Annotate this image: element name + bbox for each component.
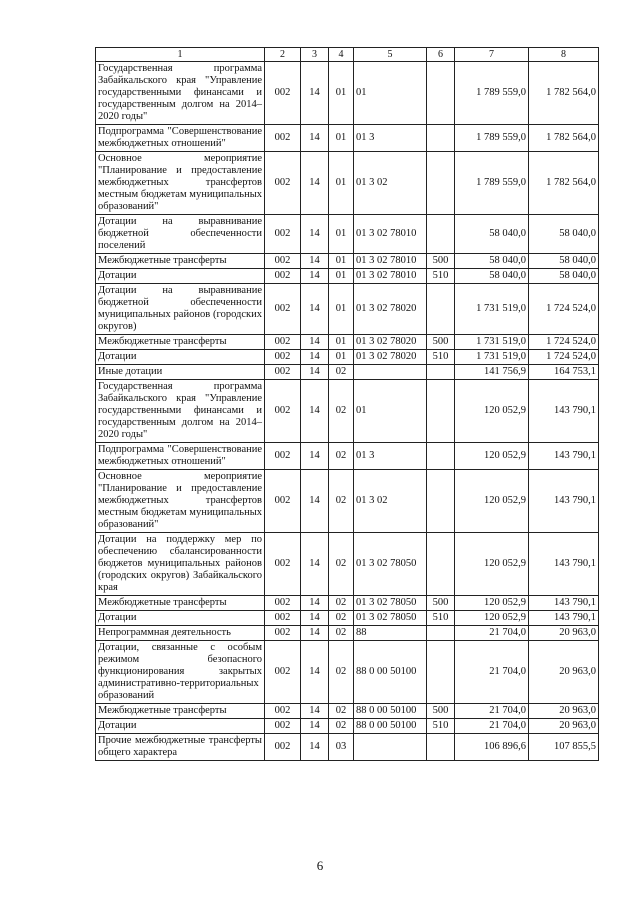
section-cell: 14	[301, 443, 329, 470]
target-article-cell: 88 0 00 50100	[354, 719, 427, 734]
header-cell: 5	[354, 48, 427, 62]
expense-type-cell: 510	[427, 350, 455, 365]
admin-code-cell: 002	[265, 533, 301, 596]
row-name-cell: Основное мероприятие "Планирование и предоставление межбюджетных трансфертов местным бюджетам муниципальных образований"	[96, 470, 265, 533]
row-name-cell: Непрограммная деятельность	[96, 626, 265, 641]
section-cell: 14	[301, 152, 329, 215]
target-article-cell: 01 3 02 78010	[354, 215, 427, 254]
row-name-cell: Прочие межбюджетные трансферты общего характера	[96, 734, 265, 761]
table-row	[96, 269, 599, 284]
admin-code-cell: 002	[265, 335, 301, 350]
admin-code-cell: 002	[265, 152, 301, 215]
expense-type-cell: 500	[427, 704, 455, 719]
section-cell: 14	[301, 269, 329, 284]
table-row	[96, 470, 599, 533]
row-name-cell: Межбюджетные трансферты	[96, 254, 265, 269]
row-name-cell: Дотации	[96, 611, 265, 626]
target-article-cell: 01 3 02 78050	[354, 611, 427, 626]
amount-year1-cell: 120 052,9	[455, 611, 529, 626]
target-article-cell: 88	[354, 626, 427, 641]
target-article-cell: 01	[354, 62, 427, 125]
expense-type-cell: 510	[427, 719, 455, 734]
target-article-cell: 01 3 02	[354, 152, 427, 215]
amount-year2-cell: 20 963,0	[529, 641, 599, 704]
section-cell: 14	[301, 719, 329, 734]
target-article-cell: 88 0 00 50100	[354, 641, 427, 704]
admin-code-cell: 002	[265, 641, 301, 704]
expense-type-cell	[427, 284, 455, 335]
amount-year2-cell: 1 724 524,0	[529, 284, 599, 335]
header-cell: 3	[301, 48, 329, 62]
header-cell: 7	[455, 48, 529, 62]
admin-code-cell: 002	[265, 350, 301, 365]
admin-code-cell: 002	[265, 596, 301, 611]
expense-type-cell: 500	[427, 254, 455, 269]
amount-year1-cell: 1 789 559,0	[455, 125, 529, 152]
row-name-cell: Подпрограмма "Совершенствование межбюджетных отношений"	[96, 443, 265, 470]
row-name-cell: Дотации, связанные с особым режимом безопасного функционирования закрытых административно-территориальных образований	[96, 641, 265, 704]
section-cell: 14	[301, 533, 329, 596]
amount-year1-cell: 58 040,0	[455, 254, 529, 269]
section-cell: 14	[301, 62, 329, 125]
row-name-cell: Иные дотации	[96, 365, 265, 380]
table-row	[96, 533, 599, 596]
amount-year1-cell: 1 789 559,0	[455, 62, 529, 125]
table-row	[96, 611, 599, 626]
expense-type-cell	[427, 62, 455, 125]
section-cell: 14	[301, 284, 329, 335]
table-row	[96, 443, 599, 470]
section-cell: 14	[301, 125, 329, 152]
amount-year2-cell: 20 963,0	[529, 719, 599, 734]
amount-year2-cell: 164 753,1	[529, 365, 599, 380]
admin-code-cell: 002	[265, 269, 301, 284]
row-name-cell: Дотации	[96, 269, 265, 284]
amount-year1-cell: 1 731 519,0	[455, 335, 529, 350]
table-header-row	[96, 48, 599, 62]
row-name-cell: Межбюджетные трансферты	[96, 704, 265, 719]
expense-type-cell: 510	[427, 611, 455, 626]
subsection-cell: 02	[329, 719, 354, 734]
expense-type-cell	[427, 125, 455, 152]
section-cell: 14	[301, 704, 329, 719]
expense-type-cell	[427, 533, 455, 596]
expense-type-cell	[427, 734, 455, 761]
amount-year1-cell: 21 704,0	[455, 626, 529, 641]
table-row	[96, 719, 599, 734]
table-row	[96, 641, 599, 704]
amount-year2-cell: 143 790,1	[529, 596, 599, 611]
target-article-cell: 01 3 02 78050	[354, 596, 427, 611]
admin-code-cell: 002	[265, 62, 301, 125]
row-name-cell: Дотации	[96, 719, 265, 734]
admin-code-cell: 002	[265, 704, 301, 719]
target-article-cell: 88 0 00 50100	[354, 704, 427, 719]
amount-year2-cell: 143 790,1	[529, 470, 599, 533]
amount-year2-cell: 20 963,0	[529, 626, 599, 641]
table-row	[96, 125, 599, 152]
section-cell: 14	[301, 734, 329, 761]
subsection-cell: 01	[329, 350, 354, 365]
admin-code-cell: 002	[265, 470, 301, 533]
row-name-cell: Межбюджетные трансферты	[96, 596, 265, 611]
amount-year1-cell: 21 704,0	[455, 704, 529, 719]
expense-type-cell	[427, 470, 455, 533]
page-number: 6	[316, 858, 324, 873]
amount-year2-cell: 143 790,1	[529, 380, 599, 443]
subsection-cell: 02	[329, 611, 354, 626]
table-row	[96, 215, 599, 254]
row-name-cell: Основное мероприятие "Планирование и предоставление межбюджетных трансфертов местным бюджетам муниципальных образований"	[96, 152, 265, 215]
target-article-cell: 01 3 02 78020	[354, 335, 427, 350]
subsection-cell: 01	[329, 125, 354, 152]
section-cell: 14	[301, 626, 329, 641]
table-row	[96, 704, 599, 719]
section-cell: 14	[301, 596, 329, 611]
amount-year2-cell: 58 040,0	[529, 254, 599, 269]
table-row	[96, 152, 599, 215]
row-name-cell: Дотации на выравнивание бюджетной обеспеченности муниципальных районов (городских округов)	[96, 284, 265, 335]
target-article-cell: 01 3 02	[354, 470, 427, 533]
expense-type-cell	[427, 443, 455, 470]
admin-code-cell: 002	[265, 734, 301, 761]
section-cell: 14	[301, 350, 329, 365]
admin-code-cell: 002	[265, 284, 301, 335]
section-cell: 14	[301, 365, 329, 380]
target-article-cell: 01 3 02 78020	[354, 350, 427, 365]
row-name-cell: Подпрограмма "Совершенствование межбюджетных отношений"	[96, 125, 265, 152]
table-row	[96, 62, 599, 125]
amount-year1-cell: 58 040,0	[455, 215, 529, 254]
header-cell: 8	[529, 48, 599, 62]
subsection-cell: 02	[329, 380, 354, 443]
amount-year1-cell: 120 052,9	[455, 596, 529, 611]
header-cell: 1	[96, 48, 265, 62]
expense-type-cell	[427, 365, 455, 380]
section-cell: 14	[301, 254, 329, 269]
amount-year1-cell: 106 896,6	[455, 734, 529, 761]
subsection-cell: 01	[329, 269, 354, 284]
header-cell: 2	[265, 48, 301, 62]
admin-code-cell: 002	[265, 215, 301, 254]
amount-year1-cell: 141 756,9	[455, 365, 529, 380]
target-article-cell	[354, 734, 427, 761]
target-article-cell: 01 3 02 78020	[354, 284, 427, 335]
amount-year2-cell: 1 782 564,0	[529, 62, 599, 125]
expense-type-cell	[427, 152, 455, 215]
section-cell: 14	[301, 611, 329, 626]
amount-year1-cell: 21 704,0	[455, 641, 529, 704]
amount-year2-cell: 1 724 524,0	[529, 350, 599, 365]
target-article-cell	[354, 365, 427, 380]
amount-year2-cell: 20 963,0	[529, 704, 599, 719]
subsection-cell: 01	[329, 152, 354, 215]
amount-year1-cell: 1 731 519,0	[455, 350, 529, 365]
amount-year2-cell: 1 782 564,0	[529, 125, 599, 152]
table-row	[96, 350, 599, 365]
target-article-cell: 01 3 02 78010	[354, 269, 427, 284]
subsection-cell: 01	[329, 284, 354, 335]
row-name-cell: Государственная программа Забайкальского края "Управление государственными финансами и государственным долгом на 2014–2020 годы"	[96, 380, 265, 443]
table-row	[96, 626, 599, 641]
admin-code-cell: 002	[265, 719, 301, 734]
expense-type-cell: 510	[427, 269, 455, 284]
subsection-cell: 02	[329, 596, 354, 611]
expense-type-cell: 500	[427, 335, 455, 350]
target-article-cell: 01	[354, 380, 427, 443]
expense-type-cell	[427, 215, 455, 254]
expense-type-cell: 500	[427, 596, 455, 611]
table-body	[96, 62, 599, 761]
section-cell: 14	[301, 215, 329, 254]
table-row	[96, 284, 599, 335]
amount-year2-cell: 107 855,5	[529, 734, 599, 761]
subsection-cell: 01	[329, 335, 354, 350]
amount-year1-cell: 120 052,9	[455, 533, 529, 596]
amount-year1-cell: 1 731 519,0	[455, 284, 529, 335]
amount-year1-cell: 120 052,9	[455, 380, 529, 443]
admin-code-cell: 002	[265, 254, 301, 269]
target-article-cell: 01 3	[354, 443, 427, 470]
subsection-cell: 01	[329, 62, 354, 125]
amount-year1-cell: 58 040,0	[455, 269, 529, 284]
header-cell: 6	[427, 48, 455, 62]
admin-code-cell: 002	[265, 380, 301, 443]
table-row	[96, 380, 599, 443]
amount-year2-cell: 1 782 564,0	[529, 152, 599, 215]
row-name-cell: Дотации на выравнивание бюджетной обеспеченности поселений	[96, 215, 265, 254]
row-name-cell: Дотации	[96, 350, 265, 365]
amount-year2-cell: 58 040,0	[529, 215, 599, 254]
row-name-cell: Межбюджетные трансферты	[96, 335, 265, 350]
header-cell: 4	[329, 48, 354, 62]
admin-code-cell: 002	[265, 443, 301, 470]
budget-table	[95, 47, 599, 761]
section-cell: 14	[301, 470, 329, 533]
table-row	[96, 365, 599, 380]
admin-code-cell: 002	[265, 365, 301, 380]
admin-code-cell: 002	[265, 611, 301, 626]
subsection-cell: 02	[329, 626, 354, 641]
row-name-cell: Государственная программа Забайкальского края "Управление государственными финансами и государственным долгом на 2014–2020 годы"	[96, 62, 265, 125]
subsection-cell: 02	[329, 470, 354, 533]
amount-year2-cell: 1 724 524,0	[529, 335, 599, 350]
amount-year2-cell: 143 790,1	[529, 611, 599, 626]
amount-year2-cell: 143 790,1	[529, 443, 599, 470]
amount-year1-cell: 120 052,9	[455, 470, 529, 533]
expense-type-cell	[427, 641, 455, 704]
section-cell: 14	[301, 335, 329, 350]
table-row	[96, 596, 599, 611]
subsection-cell: 01	[329, 215, 354, 254]
amount-year2-cell: 58 040,0	[529, 269, 599, 284]
section-cell: 14	[301, 380, 329, 443]
amount-year1-cell: 120 052,9	[455, 443, 529, 470]
target-article-cell: 01 3	[354, 125, 427, 152]
subsection-cell: 01	[329, 254, 354, 269]
subsection-cell: 03	[329, 734, 354, 761]
section-cell: 14	[301, 641, 329, 704]
subsection-cell: 02	[329, 704, 354, 719]
subsection-cell: 02	[329, 443, 354, 470]
row-name-cell: Дотации на поддержку мер по обеспечению сбалансированности бюджетов муниципальных районов (городских округов) Забайкальского края	[96, 533, 265, 596]
target-article-cell: 01 3 02 78010	[354, 254, 427, 269]
table-row	[96, 335, 599, 350]
admin-code-cell: 002	[265, 125, 301, 152]
amount-year1-cell: 1 789 559,0	[455, 152, 529, 215]
target-article-cell: 01 3 02 78050	[354, 533, 427, 596]
amount-year2-cell: 143 790,1	[529, 533, 599, 596]
table-row	[96, 254, 599, 269]
subsection-cell: 02	[329, 533, 354, 596]
expense-type-cell	[427, 380, 455, 443]
amount-year1-cell: 21 704,0	[455, 719, 529, 734]
subsection-cell: 02	[329, 641, 354, 704]
subsection-cell: 02	[329, 365, 354, 380]
expense-type-cell	[427, 626, 455, 641]
admin-code-cell: 002	[265, 626, 301, 641]
table-row	[96, 734, 599, 761]
